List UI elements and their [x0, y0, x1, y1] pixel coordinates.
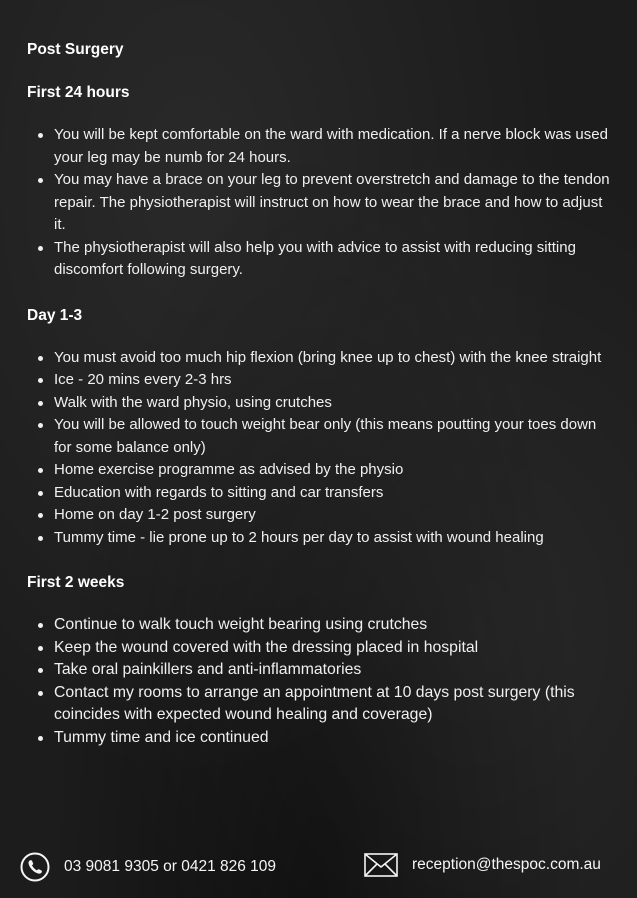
list-item: Take oral painkillers and anti-inflammatories [54, 659, 617, 682]
list-item: You must avoid too much hip flexion (bring knee up to chest) with the knee straight [54, 347, 617, 370]
section-heading-first-24-hours: First 24 hours [27, 84, 130, 101]
footer-contact [0, 850, 637, 888]
list-first-24-hours [27, 124, 617, 282]
phone-contact[interactable] [20, 852, 276, 882]
list-item: Ice - 20 mins every 2-3 hrs [54, 369, 617, 392]
list-item: You may have a brace on your leg to prevent overstretch and damage to the tendon repair. The physiotherapist will instruct on how to wear the brace and how to adjust it. [54, 169, 617, 237]
list-item: You will be kept comfortable on the ward with medication. If a nerve block was used your leg may be numb for 24 hours. [54, 124, 617, 169]
list-item: You will be allowed to touch weight bear only (this means poutting your toes down for some balance only) [54, 414, 617, 459]
list-item: Education with regards to sitting and car transfers [54, 482, 617, 505]
section-heading-day-1-3: Day 1-3 [27, 306, 83, 324]
list-item: Walk with the ward physio, using crutches [54, 392, 617, 415]
list-item: Tummy time and ice continued [54, 727, 617, 750]
section-heading-first-2-weeks: First 2 weeks [27, 574, 125, 591]
list-item: Tummy time - lie prone up to 2 hours per day to assist with wound healing [54, 527, 617, 550]
list-day-1-3 [27, 347, 617, 550]
email-contact[interactable] [364, 852, 601, 878]
list-first-2-weeks [27, 614, 617, 749]
list-item: Continue to walk touch weight bearing using crutches [54, 614, 617, 637]
list-item: Keep the wound covered with the dressing placed in hospital [54, 637, 617, 660]
list-item: The physiotherapist will also help you with advice to assist with reducing sitting discomfort following surgery. [54, 237, 617, 282]
list-item: Home exercise programme as advised by the physio [54, 459, 617, 482]
envelope-icon [364, 852, 398, 878]
email-address: reception@thespoc.com.au [412, 856, 601, 873]
phone-icon [20, 852, 50, 882]
document-body [27, 41, 617, 774]
page-title: Post Surgery [27, 41, 124, 58]
phone-numbers: 03 9081 9305 or 0421 826 109 [64, 858, 277, 875]
list-item: Contact my rooms to arrange an appointment at 10 days post surgery (this coincides with expected wound healing and coverage) [54, 682, 617, 727]
list-item: Home on day 1-2 post surgery [54, 504, 617, 527]
